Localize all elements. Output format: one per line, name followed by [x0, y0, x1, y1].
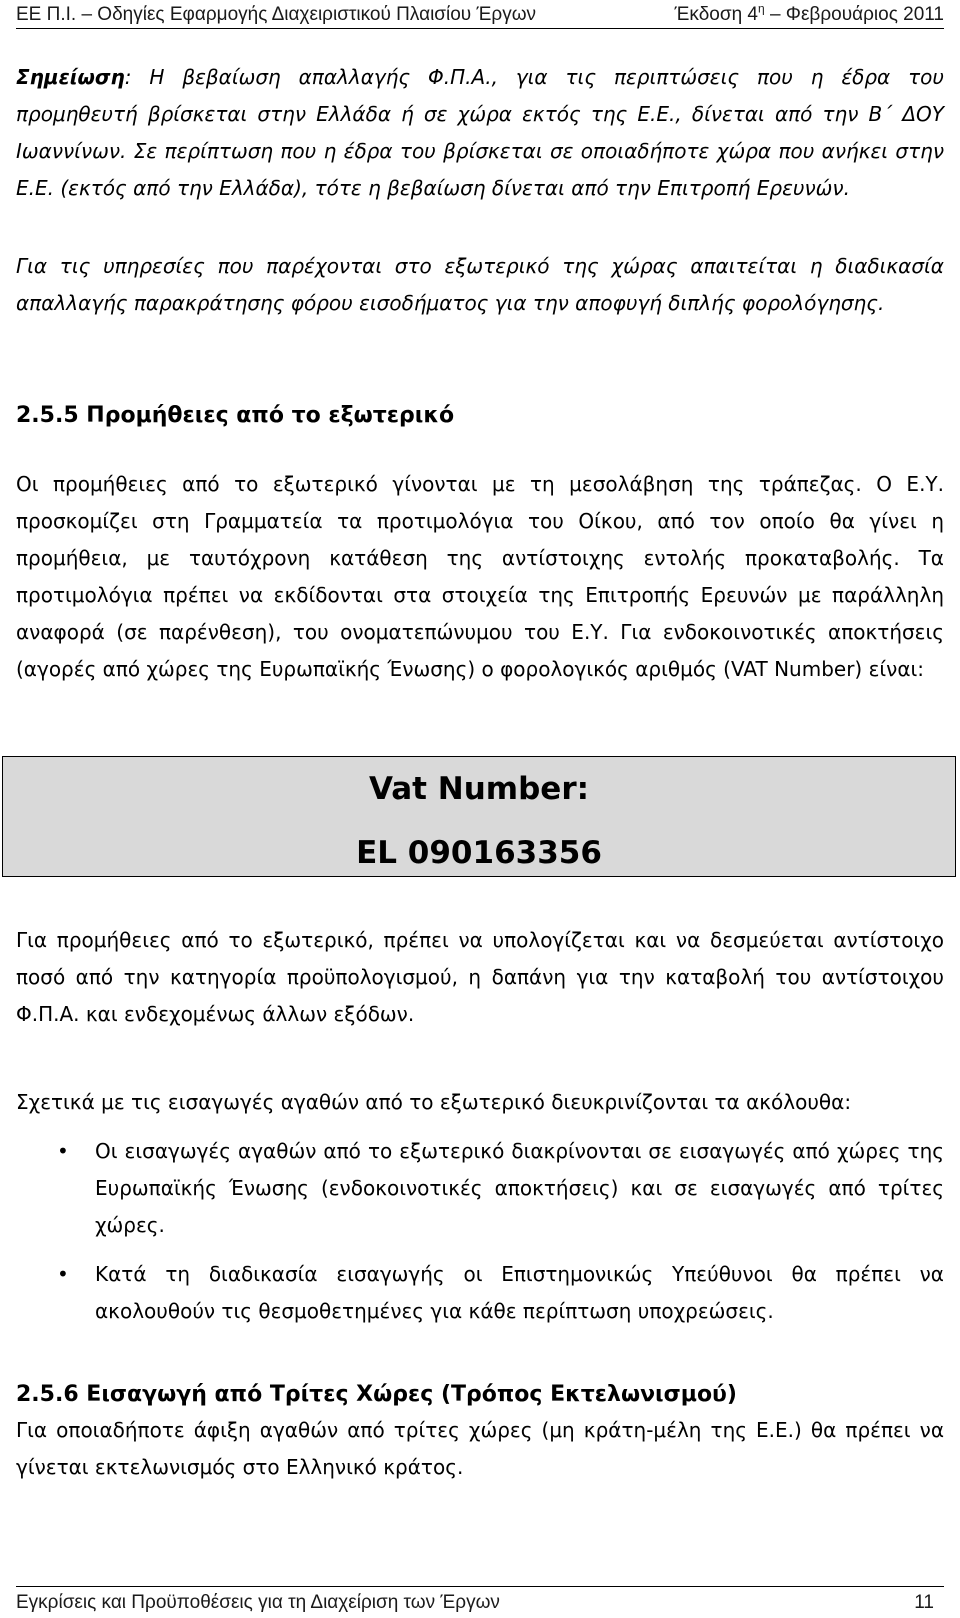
budget-paragraph: Για προμήθειες από το εξωτερικό, πρέπει να υπολογίζεται και να δεσμεύεται αντίστοιχο ποσό από την κατηγορία προϋπολογισμού, η δαπάνη για την καταβολή του αντίστοιχου Φ.Π.Α. και ενδεχομένως άλλων εξόδων. [16, 928, 944, 1026]
header-edition-prefix: Έκδοση 4 [674, 4, 758, 25]
imports-bullet-list [16, 1133, 944, 1342]
list-item [16, 1133, 944, 1244]
footer-chapter-title: Εγκρίσεις και Προϋποθέσεις για τη Διαχείριση των Έργων [16, 1592, 500, 1613]
services-paragraph: Για τις υπηρεσίες που παρέχονται στο εξωτερικό της χώρας απαιτείται η διαδικασία απαλλαγής παρακράτησης φόρου εισοδήματος για την αποφυγή διπλής φορολόγησης. [16, 254, 944, 315]
section-2-5-6-heading: 2.5.6 Εισαγωγή από Τρίτες Χώρες (Τρόπος Εκτελωνισμού) [16, 1382, 737, 1407]
note-label: Σημείωση [16, 65, 125, 89]
header-edition [675, 2, 944, 28]
section-2-5-6-paragraph: Για οποιαδήποτε άφιξη αγαθών από τρίτες χώρες (μη κράτη-μέλη της Ε.Ε.) θα πρέπει να γίνεται εκτελωνισμός στο Ελληνικό κράτος. [16, 1418, 944, 1479]
vat-label: Vat Number: [368, 771, 590, 807]
footer-page-number: 11 [914, 1592, 934, 1613]
imports-intro: Σχετικά με τις εισαγωγές αγαθών από το εξωτερικό διευκρινίζονται τα ακόλουθα: [16, 1090, 852, 1114]
list-item [16, 1256, 944, 1330]
header-edition-suffix: – Φεβρουάριος 2011 [764, 4, 944, 25]
bullet-icon: • [57, 1139, 69, 1163]
header-edition-sup: η [757, 1, 765, 16]
page-footer [16, 1586, 944, 1615]
bullet-text: Οι εισαγωγές αγαθών από το εξωτερικό διακρίνονται σε εισαγωγές από χώρες της Ευρωπαϊκής Ένωσης (ενδοκοινοτικές αποκτήσεις) και σε εισαγωγές από τρίτες χώρες. [95, 1139, 944, 1237]
section-2-5-5-heading: 2.5.5 Προμήθειες από το εξωτερικό [16, 403, 455, 428]
vat-value: EL 090163356 [356, 835, 602, 871]
bullet-text: Κατά τη διαδικασία εισαγωγής οι Επιστημονικώς Υπεύθυνοι θα πρέπει να ακολουθούν τις θεσμοθετημένες για κάθε περίπτωση υποχρεώσεις. [95, 1262, 944, 1323]
note-text: : Η βεβαίωση απαλλαγής Φ.Π.Α., για τις περιπτώσεις που η έδρα του προμηθευτή βρίσκεται στην Ελλάδα ή σε χώρα εκτός της Ε.Ε., δίνεται από την Β΄ ΔΟΥ Ιωαννίνων. Σε περίπτωση που η έδρα του βρίσκεται σε οποιαδήποτε χώρα που ανήκει στην Ε.Ε. (εκτός από την Ελλάδα), τότε η βεβαίωση δίνεται από την Επιτροπή Ερευνών. [16, 65, 944, 200]
section-2-5-5-paragraph: Οι προμήθειες από το εξωτερικό γίνονται με τη μεσολάβηση της τράπεζας. Ο Ε.Υ. προσκομίζει στη Γραμματεία τα προτιμολόγια του Οίκου, από τον οποίο θα γίνει η προμήθεια, με ταυτόχρονη κατάθεση της αντίστοιχης εντολής προκαταβολής. Τα προτιμολόγια πρέπει να εκδίδονται στα στοιχεία της Επιτροπής Ερευνών με παράλληλη αναφορά (σε παρένθεση), του ονοματεπώνυμου του Ε.Υ. Για ενδοκοινοτικές αποκτήσεις (αγορές από χώρες της Ευρωπαϊκής Ένωσης) ο φορολογικός αριθμός (VAT Number) είναι: [16, 472, 944, 681]
note-paragraph [16, 59, 944, 207]
vat-number-box [2, 756, 956, 877]
header-document-title: ΕΕ Π.Ι. – Οδηγίες Εφαρμογής Διαχειριστικού Πλαισίου Έργων [16, 4, 537, 25]
bullet-icon: • [57, 1262, 69, 1286]
page-header [16, 2, 944, 29]
